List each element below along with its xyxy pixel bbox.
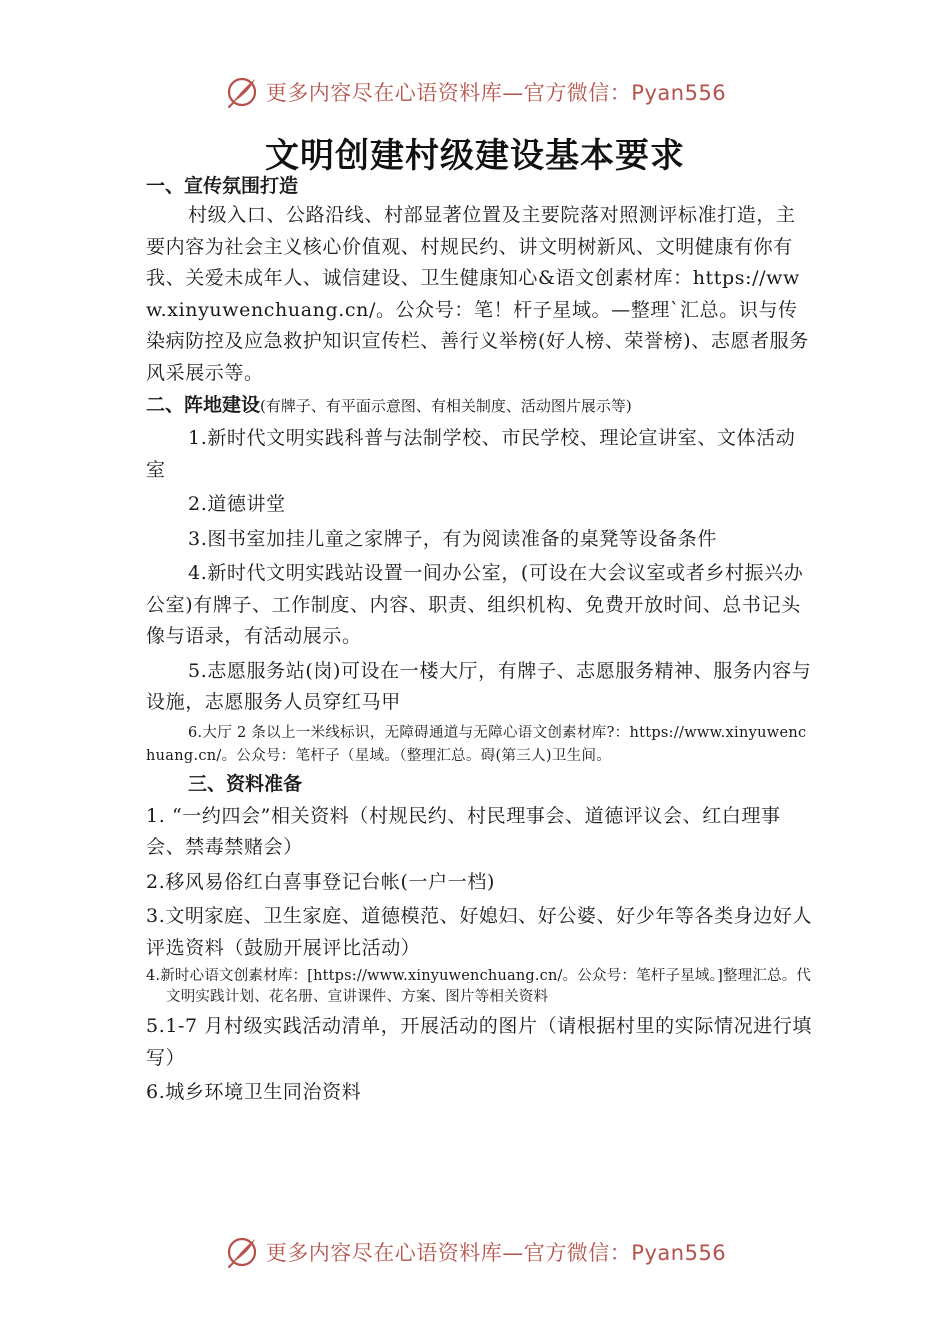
list-item: 5.1-7 月村级实践活动清单，开展活动的图片（请根据村里的实际情况进行填写） xyxy=(146,1015,812,1069)
banner-text: 更多内容尽在心语资料库—官方微信：Pyan556 xyxy=(265,1241,727,1265)
section-heading-text: 二、阵地建设 xyxy=(146,394,261,416)
list-item: 2.道德讲堂 xyxy=(188,493,286,515)
list-item: 3.文明家庭、卫生家庭、道德模范、好媳妇、好公婆、好少年等各类身边好人评选资料（鼓励开展评比活动） xyxy=(146,905,813,959)
list-item: 1. “一约四会”相关资料（村规民约、村民理事会、道德评议会、红白理事会、禁毒禁赌会） xyxy=(146,804,781,858)
bottom-banner xyxy=(0,1232,950,1272)
list-item: 4.新时心语文创素材库：[https://www.xinyuwenchuang.cn/。公众号：笔杆子星域。]整理汇总。代文明实践计划、花名册、宣讲课件、方案、图片等相关资料 xyxy=(146,968,812,1005)
top-banner xyxy=(0,72,950,112)
section-paragraph: 村级入口、公路沿线、村部显著位置及主要院落对照测评标准打造，主要内容为社会主义核心价值观、村规民约、讲文明树新风、文明健康有你有我、关爱未成年人、诚信建设、卫生健康知心&语文创素材库：https://www.xinyuwenchuang.cn/。公众号：笔！杆子星域。—整理`汇总。识与传染病防控及应急救护知识宣传栏、善行义举榜(好人榜、荣誉榜)、志愿者服务风采展示等。 xyxy=(146,204,809,384)
section-heading-note: (有牌子、有平面示意图、有相关制度、活动图片展示等) xyxy=(260,397,632,415)
section-heading: 一、宣传氛围打造 xyxy=(146,175,299,197)
banner-text: 更多内容尽在心语资料库—官方微信：Pyan556 xyxy=(265,81,727,105)
section-venue xyxy=(146,391,814,768)
section-publicity xyxy=(146,172,814,389)
page-title: 文明创建村级建设基本要求 xyxy=(265,136,685,176)
section-heading: 三、资料准备 xyxy=(188,772,303,795)
red-quill-logo-icon xyxy=(224,1234,260,1270)
list-item: 6.城乡环境卫生同治资料 xyxy=(146,1081,362,1103)
document-body xyxy=(146,172,814,1109)
list-item: 2.移风易俗红白喜事登记台帐(一户一档) xyxy=(146,870,495,893)
section-materials xyxy=(146,770,814,1109)
list-item: 5.志愿服务站(岗)可设在一楼大厅，有牌子、志愿服务精神、服务内容与设施，志愿服务人员穿红马甲 xyxy=(146,659,812,713)
red-quill-logo-icon xyxy=(224,74,260,110)
list-item: 6.大厅 2 条以上一米线标识，无障碍通道与无障心语文创素材库?：https://www.xinyuwenchuang.cn/。公众号：笔杆子（星域。（整理汇总。碍(第三人)卫生间。 xyxy=(146,724,807,764)
list-item: 4.新时代文明实践站设置一间办公室，(可设在大会议室或者乡村振兴办公室)有牌子、工作制度、内容、职责、组织机构、免费开放时间、总书记头像与语录，有活动展示。 xyxy=(146,562,804,647)
list-item: 3.图书室加挂儿童之家牌子，有为阅读准备的桌凳等设备条件 xyxy=(188,527,717,550)
list-item: 1.新时代文明实践科普与法制学校、市民学校、理论宣讲室、文体活动室 xyxy=(146,427,796,481)
section-heading xyxy=(146,391,814,420)
